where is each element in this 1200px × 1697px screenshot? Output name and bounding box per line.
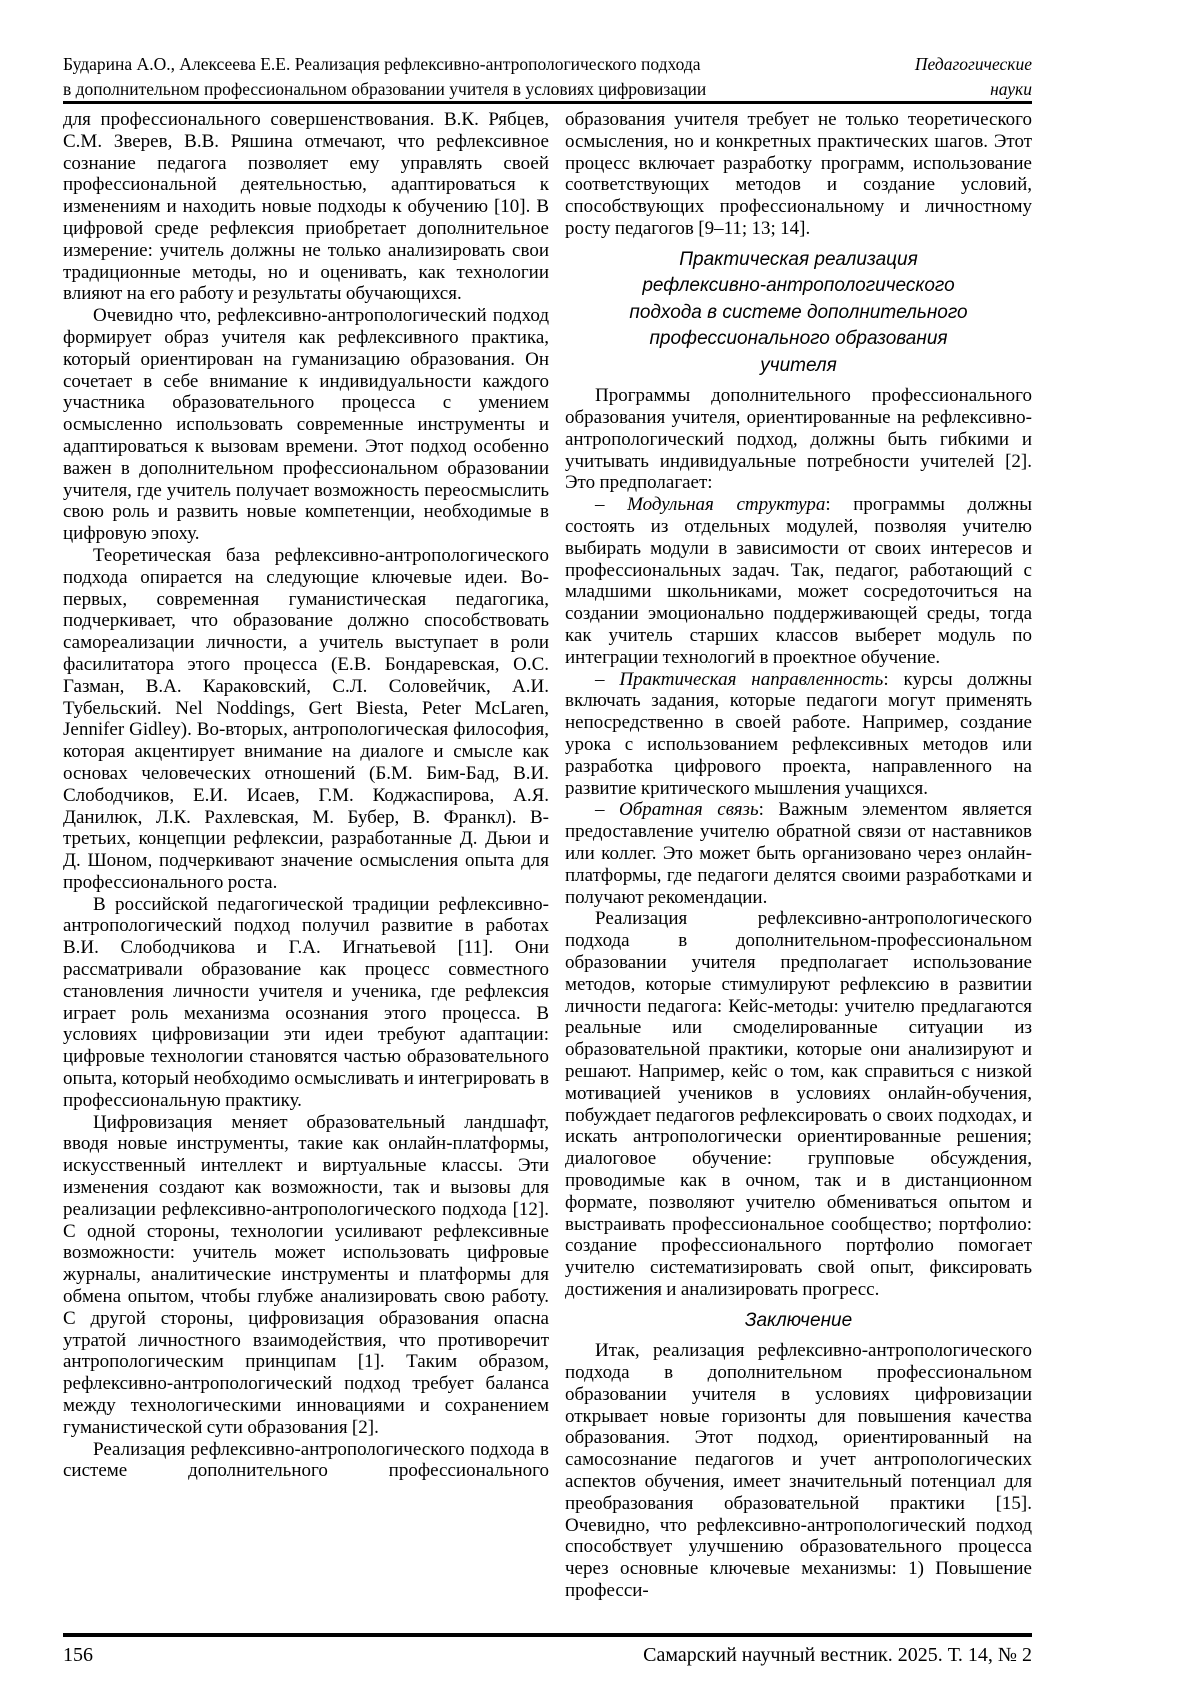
page-footer xyxy=(63,1643,1032,1667)
footer-rule xyxy=(63,1633,1032,1637)
paragraph: Теоретическая база рефлексивно-антропологического подхода опирается на следующие ключевые идеи. Во-первых, современная гуманистическая педагогика, подчеркивает, что образование должно способствовать самореализации личности, а учитель выступает в роли фасилитатора этого процесса (Е.В. Бондаревская, О.С. Газман, В.А. Караковский, С.Л. Соловейчик, А.И. Тубельский. Nel Noddings, Gert Biesta, Peter McLaren, Jennifer Gidley). Во-вторых, антропологическая философия, которая акцентирует внимание на диалоге и смысле как основах человеческих отношений (Б.М. Бим-Бад, В.И. Слободчиков, Е.И. Исаев, Г.М. Коджаспирова, А.Я. Данилюк, Л.К. Рахлевская, М. Бубер, В. Франкл). В-третьих, концепции рефлексии, разработанные Д. Дьюи и Д. Шоном, подчеркивают значение осмысления опыта для профессионального роста. xyxy=(63,544,549,893)
left-column xyxy=(63,109,549,1631)
bullet-lead: – Обратная связь xyxy=(595,799,759,821)
heading-line: учителя xyxy=(760,354,837,376)
paragraph: Очевидно что, рефлексивно-антропологический подход формирует образ учителя как рефлексивного практика, который ориентирован на гуманизацию образования. Он сочетает в себе внимание к индивидуальности каждого участника образовательного процесса с умением осмысленно использовать современные инструменты и адаптироваться к вызовам времени. Этот подход особенно важен в дополнительном профессиональном образовании учителя, где учитель получает возможность переосмыслить свою роль и развить новые компетенции, необходимые в цифровую эпоху. xyxy=(63,305,549,545)
heading-line: профессионального образования xyxy=(649,328,948,350)
bullet-text: : программы должны состоять из отдельных модулей, позволяя учителю выбирать модули в зависимости от своих интересов и профессиональных задач. Так, педагог, работающий с младшими школьниками, может сосредоточиться на создании эмоционально поддерживающей среды, тогда как учитель старших классов выберет модуль по интеграции технологий в проектное обучение. xyxy=(565,494,1032,668)
right-column xyxy=(565,109,1032,1631)
heading-line: Практическая реализация xyxy=(679,248,918,270)
section-heading-conclusion xyxy=(565,1308,1032,1335)
bullet-item-practical-orientation xyxy=(565,669,1032,800)
heading-line: Заключение xyxy=(744,1309,853,1331)
section-label xyxy=(915,52,1032,101)
bullet-lead: – Модульная структура xyxy=(595,494,826,516)
heading-line: подхода в системе дополнительного xyxy=(629,301,968,323)
section-label-line2: науки xyxy=(990,78,1032,99)
paragraph-continuation: образования учителя требует не только теоретического осмысления, но и конкретных практических шагов. Этот процесс включает разработку программ, использование соответствующих методов и создание условий, способствующих профессиональному и личностному росту педагогов [9–11; 13; 14]. xyxy=(565,109,1032,239)
section-heading-practical xyxy=(565,247,1032,380)
page-header xyxy=(63,52,1032,101)
paragraph-continuation: для профессионального совершенствования. В.К. Рябцев, С.М. Зверев, В.В. Ряшина отмечают, что рефлексивное сознание педагога позволяет ему управлять своей профессиональной деятельностью, адаптироваться к изменениям и находить новые подходы к обучению [10]. В цифровой среде рефлексия приобретает дополнительное измерение: учитель должны не только анализировать свои традиционные методы, но и оценивать, как технологии влияют на его работу и результаты обучающихся. xyxy=(63,109,549,305)
paragraph: Реализация рефлексивно-антропологического подхода в дополнительном-профессиональном образовании учителя предполагает использование методов, которые стимулируют рефлексию в развитии личности педагога: Кейс-методы: учителю предлагаются реальные или смоделированные ситуации из образовательной практики, которые они анализируют и решают. Например, кейс о том, как справиться с низкой мотивацией учеников в условиях онлайн-обучения, побуждает педагогов рефлексировать о своих подходах, и искать антропологически ориентированные решения; диалоговое обучение: групповые обсуждения, проводимые как в очном, так и в дистанционном формате, позволяют учителю обмениваться опытом и выстраивать профессиональное сообщество; портфолио: создание профессионального портфолио помогает учителю систематизировать свой опыт, фиксировать достижения и анализировать прогресс. xyxy=(565,908,1032,1300)
running-title-line1: Бударина А.О., Алексеева Е.Е. Реализация рефлексивно-антропологического подхода xyxy=(63,54,701,74)
bullet-lead: – Практическая направленность xyxy=(595,668,884,690)
header-rule xyxy=(63,101,1032,104)
paragraph-cut-at-page-end: Итак, реализация рефлексивно-антропологического подхода в дополнительном профессиональном образовании учителя в условиях цифровизации открывает новые горизонты для повышения качества образования. Этот подход, ориентированный на самосознание педагогов и учет антропологических аспектов обучения, имеет значительный потенциал для преобразования образовательной практики [15]. Очевидно, что рефлексивно-антропологический подход способствует улучшению образовательного процесса через основные ключевые механизмы: 1) Повышение професси- xyxy=(565,1340,1032,1602)
bullet-item-modular-structure xyxy=(565,494,1032,668)
running-title-line2: в дополнительном профессиональном образовании учителя в условиях цифровизации xyxy=(63,78,707,99)
section-label-line1: Педагогические xyxy=(914,54,1032,74)
paragraph: В российской педагогической традиции рефлексивно-антропологический подход получил развитие в работах В.И. Слободчикова и Г.А. Игнатьевой [11]. Они рассматривали образование как процесс совместного становления личности учителя и ученика, где рефлексия играет роль механизма осознания этого процесса. В условиях цифровизации эти идеи требуют адаптации: цифровые технологии становятся частью образовательного опыта, который необходимо осмысливать и интегрировать в профессиональную практику. xyxy=(63,893,549,1111)
journal-info: Самарский научный вестник. 2025. Т. 14, № 2 xyxy=(643,1644,1032,1666)
paragraph-cut-at-column-end: Реализация рефлексивно-антропологического подхода в системе дополнительного профессионального xyxy=(63,1438,549,1482)
bullet-text: : Важным элементом является предоставление учителю обратной связи от наставников или коллег. Это может быть организовано через онлайн-платформы, где педагоги делятся своими разработками и получают рекомендации. xyxy=(565,799,1032,908)
bullet-text: : курсы должны включать задания, которые педагоги могут применять непосредственно в своей работе. Например, создание урока с использованием рефлексивных методов или разработка цифрового проекта, направленного на развитие критического мышления учащихся. xyxy=(565,668,1032,799)
bullet-item-feedback xyxy=(565,799,1032,908)
paragraph: Цифровизация меняет образовательный ландшафт, вводя новые инструменты, такие как онлайн-платформы, искусственный интеллект и виртуальные классы. Эти изменения создают как возможности, так и вызовы для реализации рефлексивно-антропологического подхода [12]. С одной стороны, технологии усиливают рефлексивные возможности: учитель может использовать цифровые журналы, аналитические инструменты и платформы для обмена опытом, чтобы глубже анализировать свою работу. С другой стороны, цифровизация образования опасна утратой личностного взаимодействия, что противоречит антропологическим принципам [1]. Таким образом, рефлексивно-антропологический подход требует баланса между технологическими инновациями и сохранением гуманистической сути образования [2]. xyxy=(63,1111,549,1438)
running-title xyxy=(63,52,706,101)
page-number: 156 xyxy=(63,1644,93,1666)
two-column-text xyxy=(63,109,1032,1631)
paragraph: Программы дополнительного профессионального образования учителя, ориентированные на рефлексивно-антропологический подход, должны быть гибкими и учитывать индивидуальные потребности учителей [2]. Это предполагает: xyxy=(565,385,1032,494)
heading-line: рефлексивно-антропологического xyxy=(642,275,955,297)
